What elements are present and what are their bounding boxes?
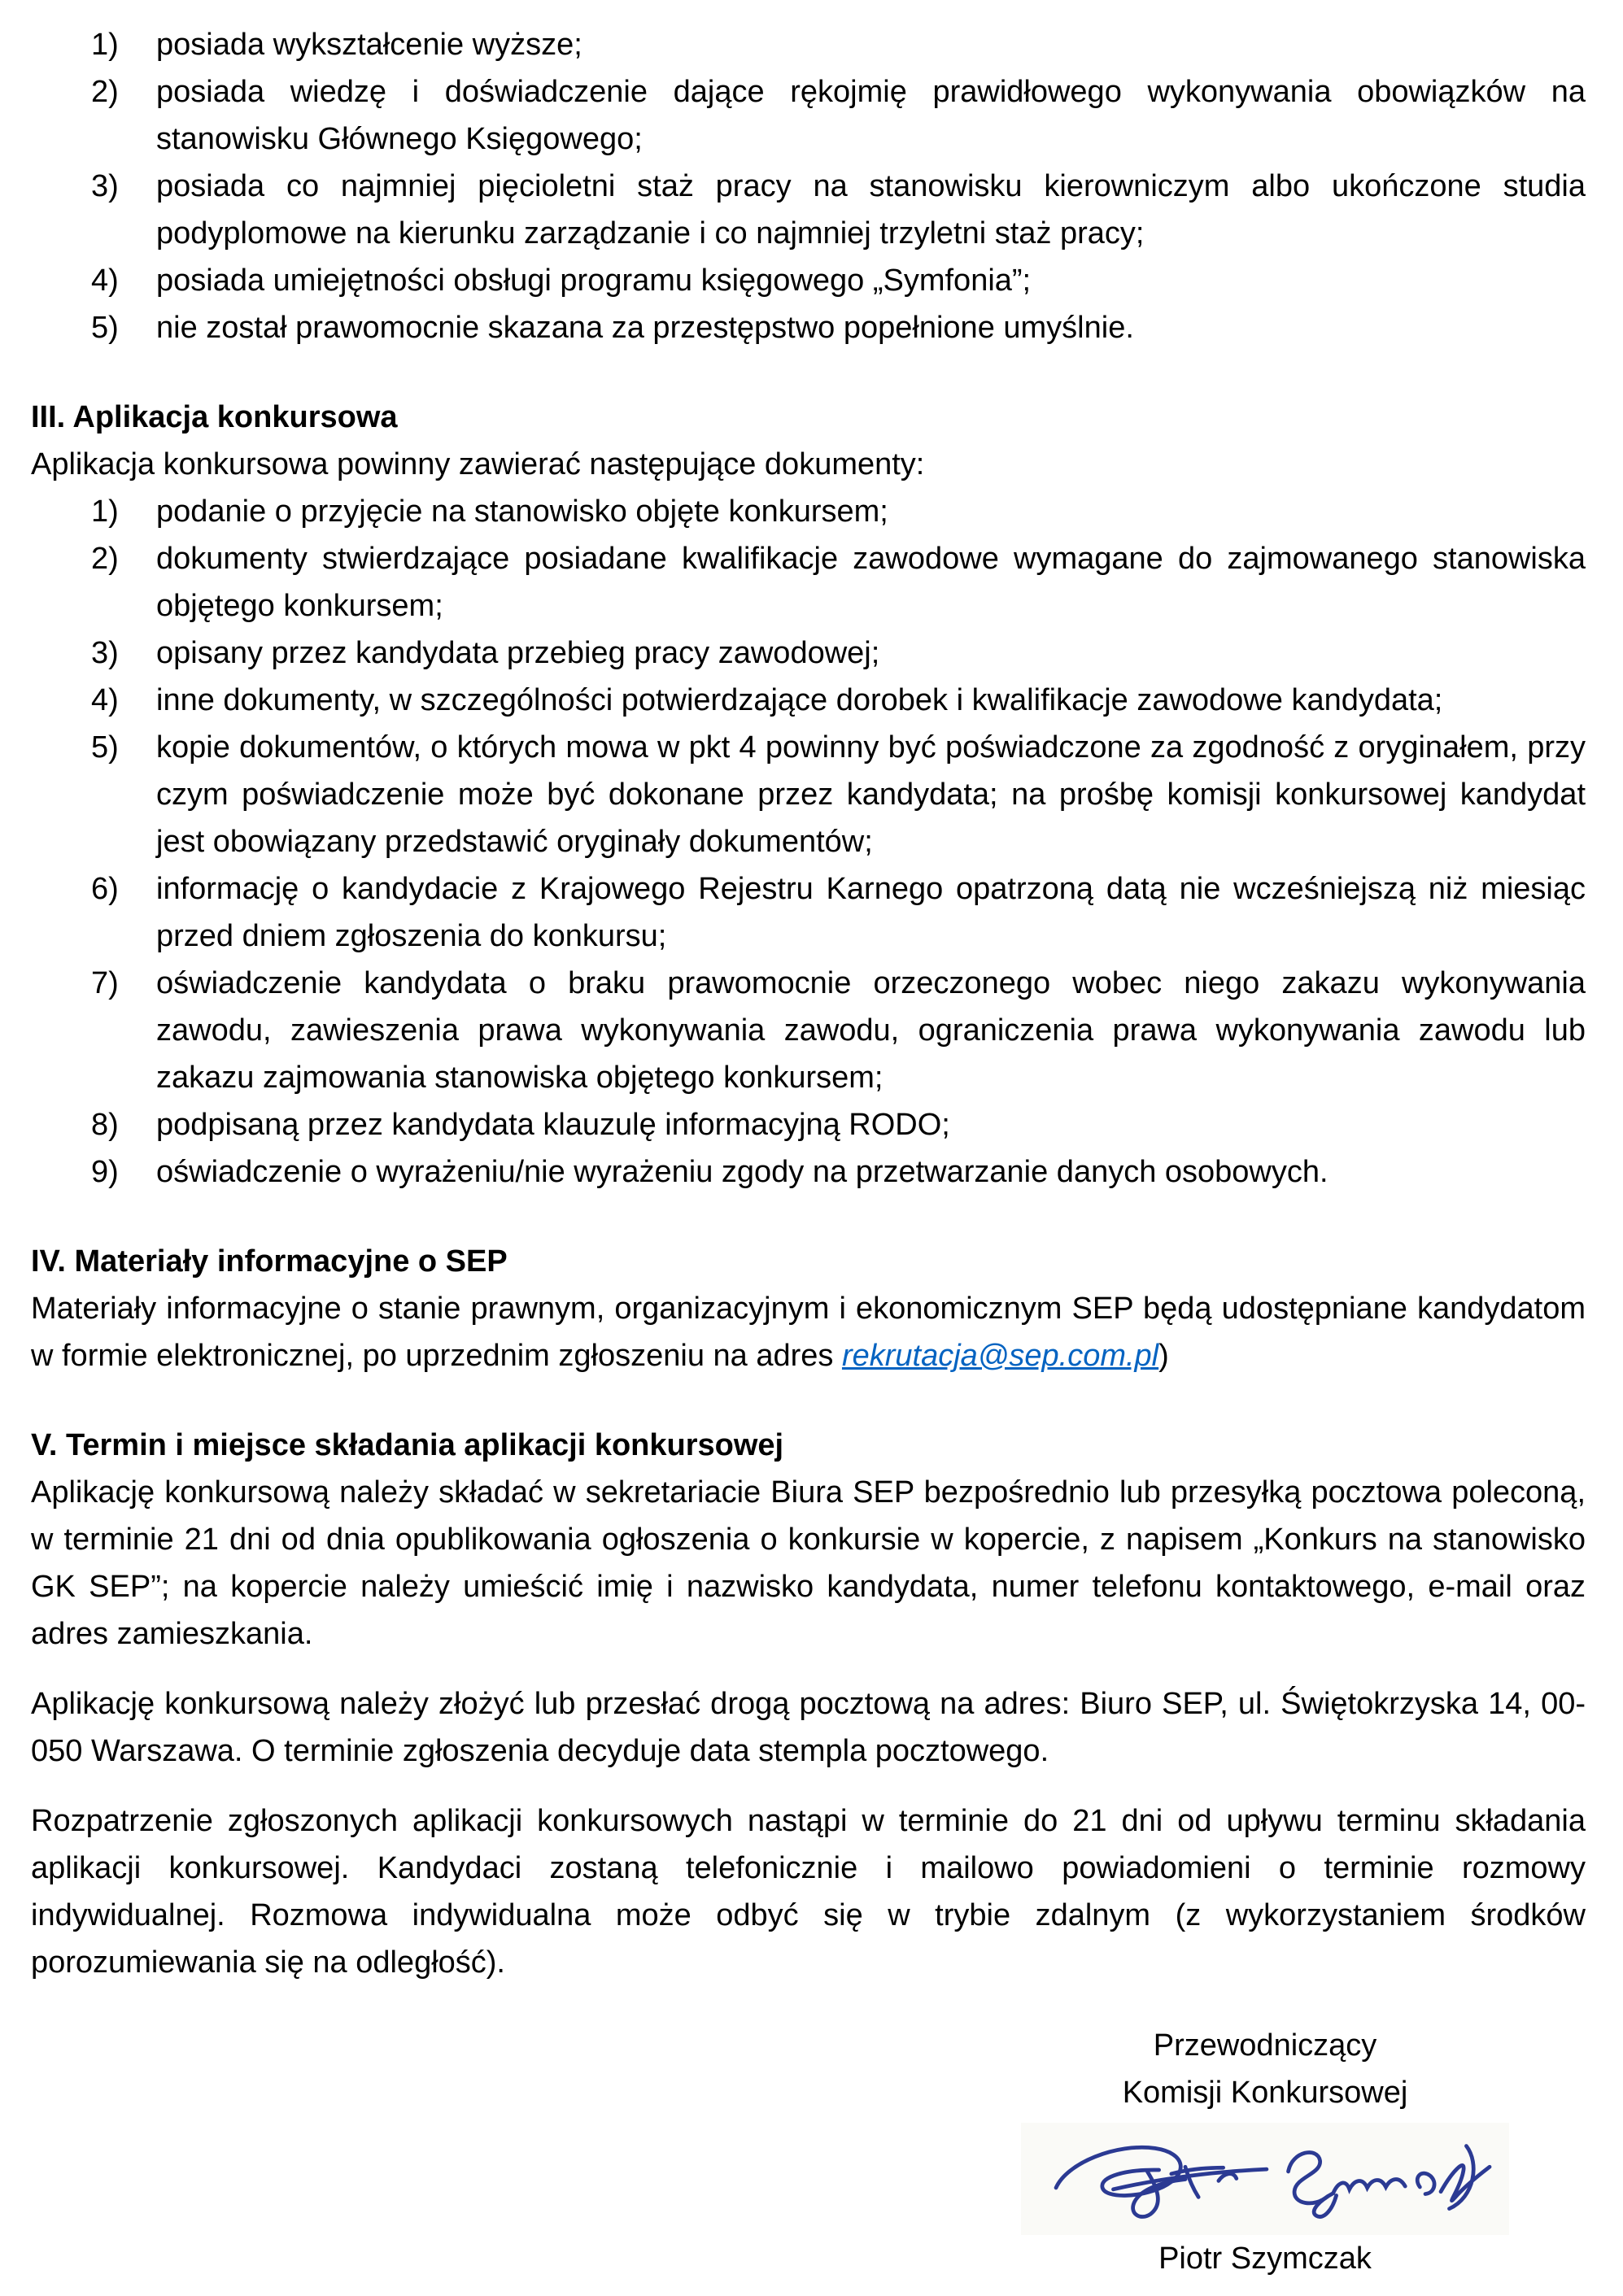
list-item	[91, 488, 1586, 535]
list-item	[91, 21, 1586, 68]
list-item	[91, 257, 1586, 304]
signature-stroke	[1314, 2180, 1405, 2217]
paragraph: Rozpatrzenie zgłoszonych aplikacji konkursowych nastąpi w terminie do 21 dni od upływu terminu składania aplikacji konkursowej. Kandydaci zostaną telefonicznie i mailowo powiadomieni o terminie rozmowy indywidualnej. Rozmowa indywidualna może odbyć się w trybie zdalnym (z wykorzystaniem środków porozumiewania się na odległość).	[31, 1804, 1586, 1980]
list-item	[91, 630, 1586, 677]
list-item-number: 7)	[91, 966, 119, 1000]
list-item	[91, 304, 1586, 351]
list-item-number: 3)	[91, 169, 119, 203]
list-item-number: 5)	[91, 730, 119, 765]
list-item	[91, 1148, 1586, 1196]
section-iv-paragraph	[31, 1285, 1586, 1379]
signature-name: Piotr Szymczak	[1158, 2242, 1372, 2276]
signature-stroke	[1417, 2173, 1434, 2194]
signature-title-line2: Komisji Konkursowej	[1122, 2076, 1408, 2110]
list-item-text: posiada wiedzę i doświadczenie dające rękojmię prawidłowego wykonywania obowiązków na stanowisku Głównego Księgowego;	[156, 75, 1586, 156]
paragraph: Aplikację konkursową należy złożyć lub przesłać drogą pocztową na adres: Biuro SEP, ul. Świętokrzyska 14, 00-050 Warszawa. O terminie zgłoszenia decyduje data stempla pocztowego.	[31, 1687, 1586, 1768]
paragraph: Aplikację konkursową należy składać w sekretariacie Biura SEP bezpośrednio lub przesyłką pocztowa poleconą, w terminie 21 dni od dnia opublikowania ogłoszenia o konkursie w kopercie, z napisem „Konkurs na stanowisko GK SEP”; na kopercie należy umieścić imię i nazwisko kandydata, numer telefonu kontaktowego, e-mail oraz adres zamieszkania.	[31, 1475, 1586, 1651]
section-v-heading: V. Termin i miejsce składania aplikacji konkursowej	[31, 1428, 784, 1462]
list-item-text: opisany przez kandydata przebieg pracy zawodowej;	[156, 636, 880, 670]
list-item-number: 5)	[91, 311, 119, 345]
list-item-number: 8)	[91, 1108, 119, 1142]
section-iv-heading: IV. Materiały informacyjne o SEP	[31, 1244, 508, 1279]
list-item-number: 9)	[91, 1155, 119, 1189]
list-item-text: posiada umiejętności obsługi programu księgowego „Symfonia”;	[156, 264, 1032, 298]
list-item	[91, 1101, 1586, 1148]
list-item	[91, 677, 1586, 724]
list-item-text: podpisaną przez kandydata klauzulę informacyjną RODO;	[156, 1108, 950, 1142]
list-item	[91, 68, 1586, 163]
handwritten-signature-image	[1021, 2123, 1509, 2235]
list-item	[91, 163, 1586, 257]
section-iv-text-after-link: )	[1158, 1339, 1169, 1373]
application-documents-list	[31, 488, 1586, 1196]
list-item-text: inne dokumenty, w szczególności potwierdzające dorobek i kwalifikacje zawodowe kandydata;	[156, 683, 1443, 717]
list-item-number: 4)	[91, 264, 119, 298]
list-item-number: 2)	[91, 75, 119, 109]
section-iv-text-before-link: Materiały informacyjne o stanie prawnym, organizacyjnym i ekonomicznym SEP będą udostępniane kandydatom w formie elektronicznej, po uprzednim zgłoszeniu na adres	[31, 1292, 1586, 1373]
list-item-text: oświadczenie o wyrażeniu/nie wyrażeniu zgody na przetwarzanie danych osobowych.	[156, 1155, 1329, 1189]
list-item-number: 4)	[91, 683, 119, 717]
section-iii-intro: Aplikacja konkursowa powinny zawierać następujące dokumenty:	[31, 447, 925, 481]
list-item-number: 1)	[91, 28, 119, 62]
signature-title-line1: Przewodniczący	[1153, 2028, 1377, 2063]
list-item	[91, 724, 1586, 865]
signature-block	[1005, 2022, 1525, 2282]
list-item-text: oświadczenie kandydata o braku prawomocnie orzeczonego wobec niego zakazu wykonywania zawodu, zawieszenia prawa wykonywania zawodu, ograniczenia prawa wykonywania zawodu lub zakazu zajmowania stanowiska objętego konkursem;	[156, 966, 1586, 1095]
signature-stroke	[1289, 2153, 1329, 2203]
list-item-text: posiada co najmniej pięcioletni staż pracy na stanowisku kierowniczym albo ukończone studia podyplomowe na kierunku zarządzanie i co najmniej trzyletni staż pracy;	[156, 169, 1586, 251]
list-item-text: dokumenty stwierdzające posiadane kwalifikacje zawodowe wymagane do zajmowanego stanowiska objętego konkursem;	[156, 542, 1586, 623]
list-item-text: posiada wykształcenie wyższe;	[156, 28, 582, 62]
list-item-text: podanie o przyjęcie na stanowisko objęte konkursem;	[156, 494, 888, 529]
list-item-number: 6)	[91, 872, 119, 906]
section-v-paragraphs	[31, 1469, 1586, 1986]
section-iii-heading: III. Aplikacja konkursowa	[31, 400, 398, 434]
list-item-number: 2)	[91, 542, 119, 576]
list-item-number: 1)	[91, 494, 119, 529]
list-item-text: kopie dokumentów, o których mowa w pkt 4 powinny być poświadczone za zgodność z oryginałem, przy czym poświadczenie może być dokonane przez kandydata; na prośbę komisji konkursowej kandydat jest obowiązany przedstawić oryginały dokumentów;	[156, 730, 1586, 859]
list-item	[91, 865, 1586, 960]
requirements-list	[31, 21, 1586, 351]
list-item-text: nie został prawomocnie skazana za przestępstwo popełnione umyślnie.	[156, 311, 1134, 345]
list-item	[91, 960, 1586, 1101]
list-item-text: informację o kandydacie z Krajowego Rejestru Karnego opatrzoną datą nie wcześniejszą niż miesiąc przed dniem zgłoszenia do konkursu;	[156, 872, 1586, 953]
list-item-number: 3)	[91, 636, 119, 670]
list-item	[91, 535, 1586, 630]
recruitment-email-link[interactable]: rekrutacja@sep.com.pl	[841, 1339, 1159, 1373]
